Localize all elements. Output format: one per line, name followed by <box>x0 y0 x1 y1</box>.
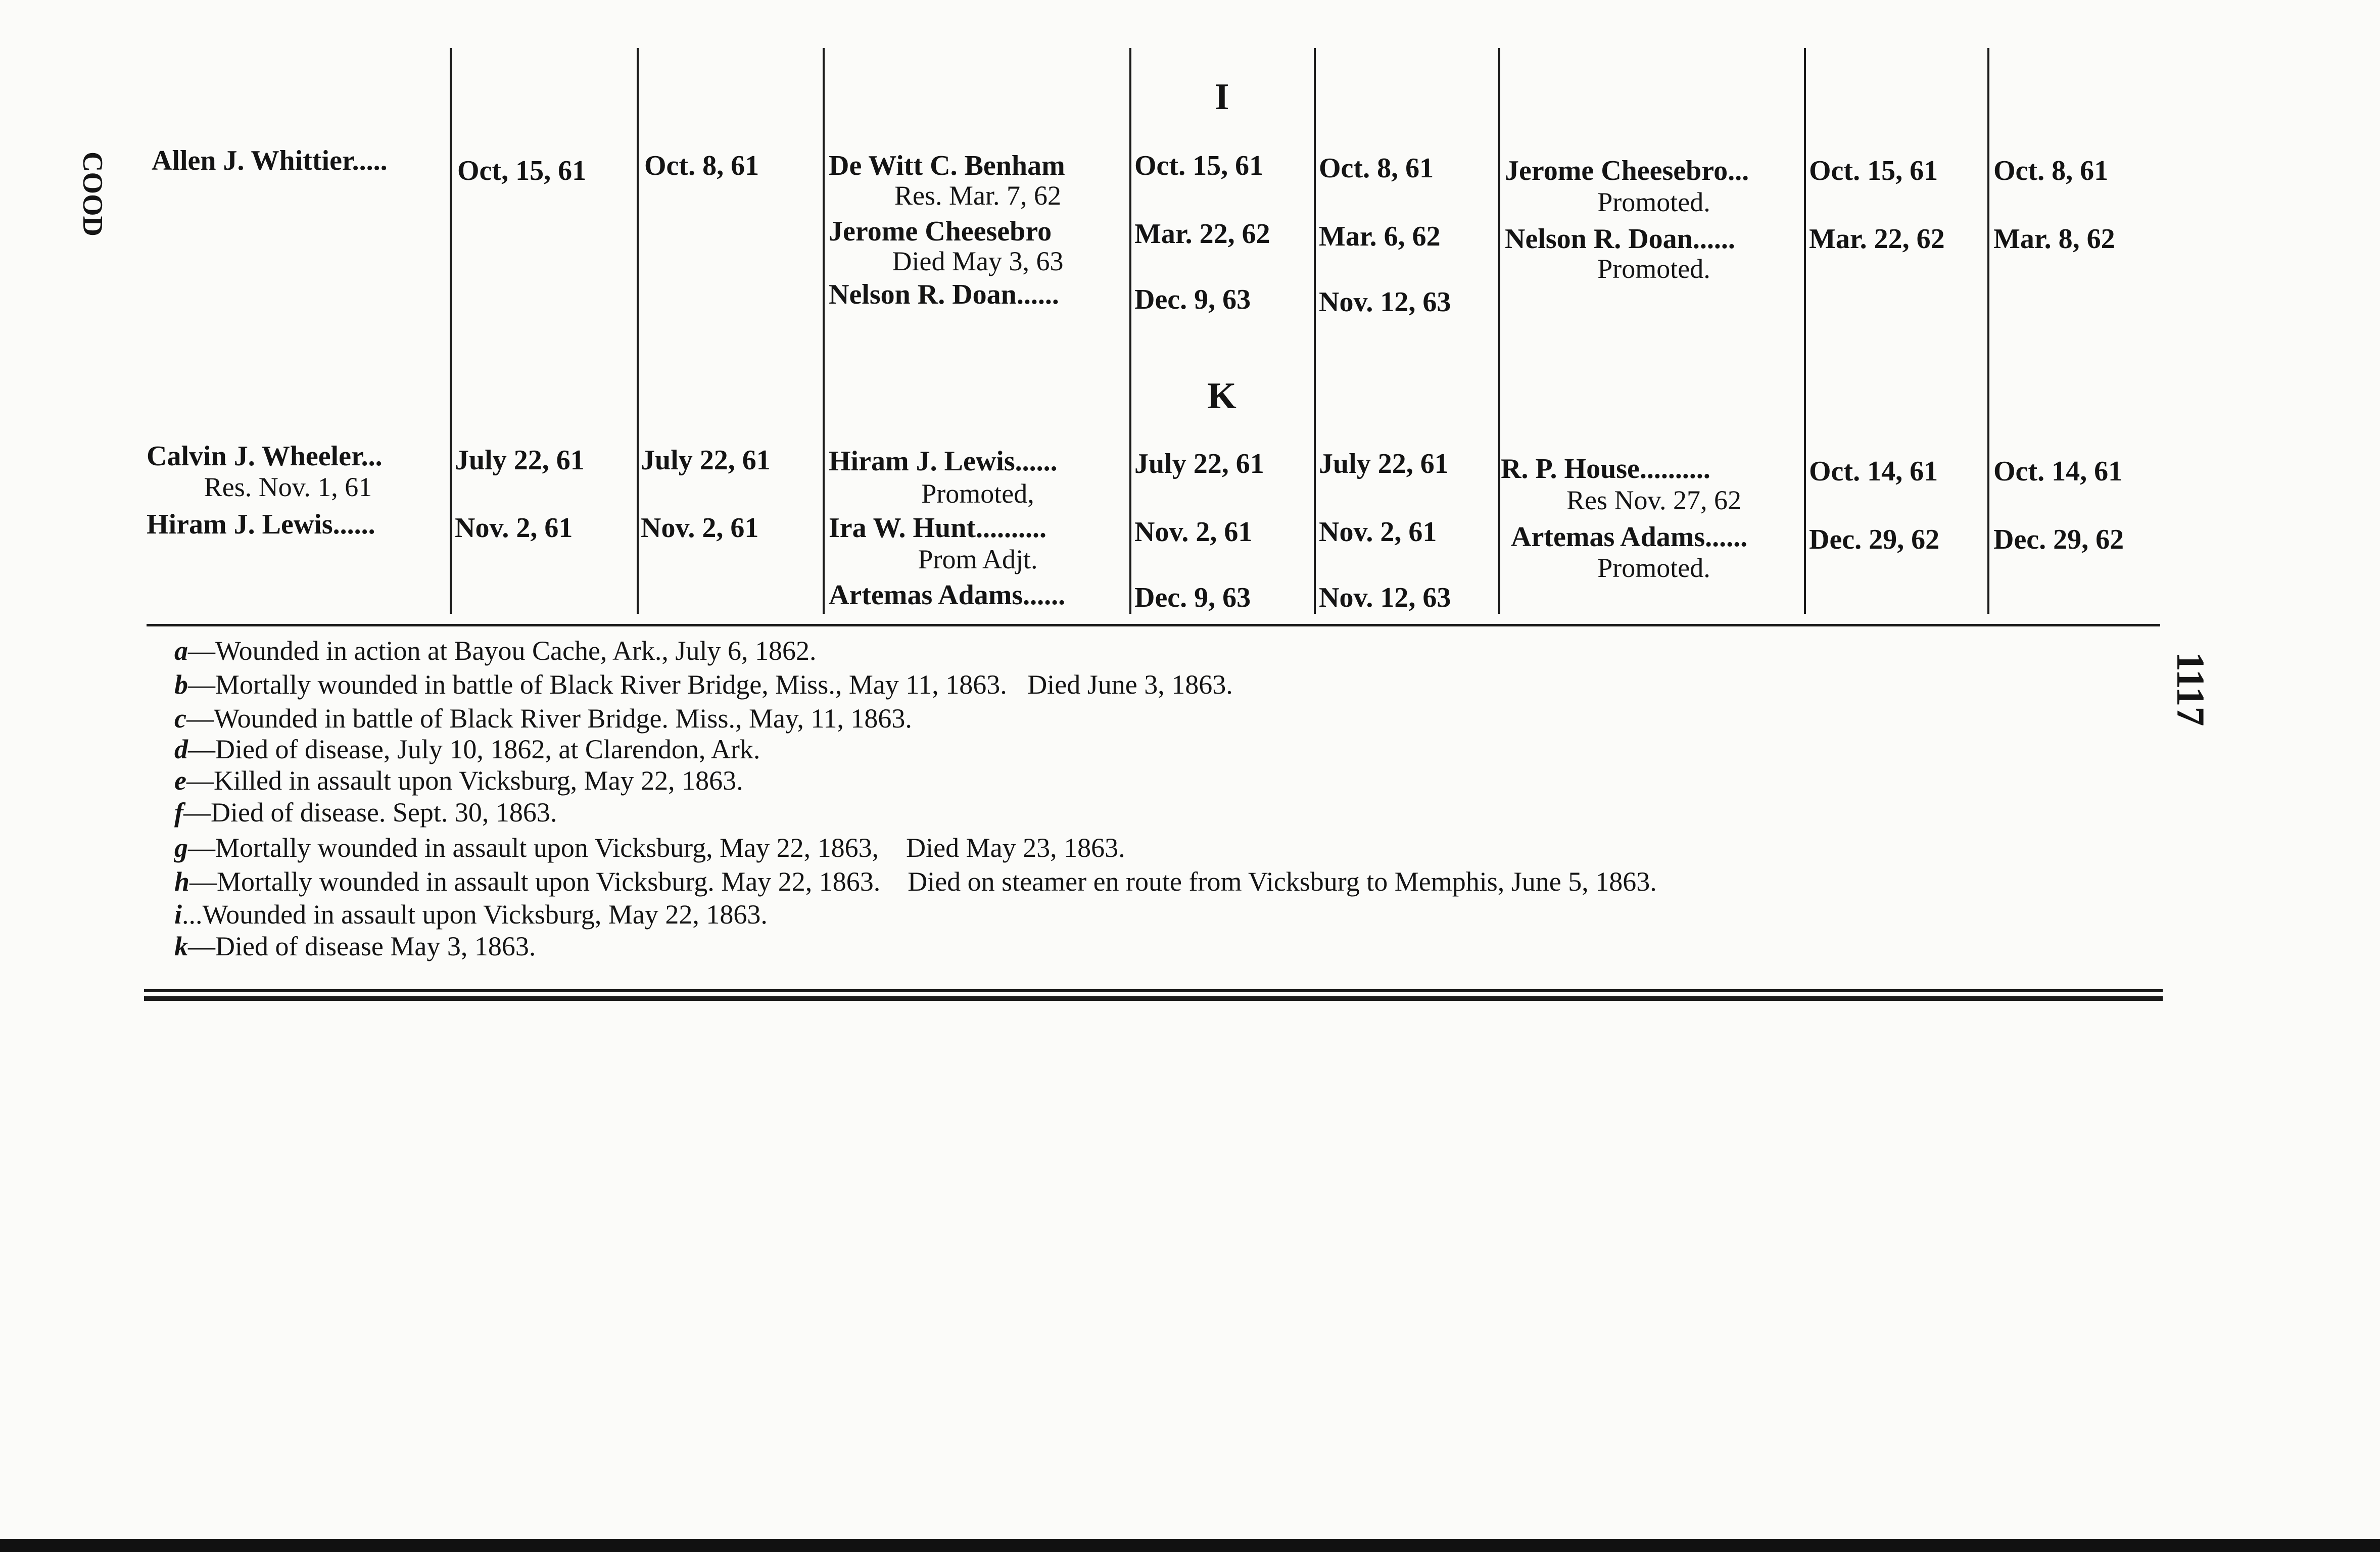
margin-stamp: COOD <box>77 152 108 236</box>
officer-note: Res. Nov. 1, 61 <box>204 472 372 502</box>
footnote-key: e <box>174 765 186 796</box>
officer-name: Ira W. Hunt.......... <box>829 512 1046 544</box>
footnote-key: b <box>174 669 188 700</box>
officer-name: Jerome Cheesebro <box>829 216 1052 247</box>
footnote-text: —Died of disease, July 10, 1862, at Clarendon, Ark. <box>188 734 760 764</box>
footnote-text: —Killed in assault upon Vicksburg, May 22, 1863. <box>186 765 743 796</box>
officer-note: Promoted, <box>921 478 1034 509</box>
footnote <box>174 865 1657 898</box>
officer-name: R. P. House.......... <box>1501 453 1710 484</box>
footnote-key: g <box>174 833 188 863</box>
footnote-text: —Mortally wounded in assault upon Vicksburg, May 22, 1863, <box>188 833 879 863</box>
rank-date: July 22, 61 <box>455 445 585 476</box>
officer-name: De Witt C. Benham <box>829 150 1065 181</box>
footnote <box>174 930 536 963</box>
footnote <box>174 702 912 735</box>
footnote <box>174 898 768 931</box>
footnote <box>174 764 743 797</box>
rank-date: Nov. 2, 61 <box>455 512 573 544</box>
section-letter-i: I <box>1214 76 1229 118</box>
column-rule <box>637 48 639 614</box>
footnote-key: k <box>174 931 188 961</box>
footnote-text: —Wounded in action at Bayou Cache, Ark., July 6, 1862. <box>188 636 817 666</box>
muster-date: July 22, 61 <box>641 445 771 476</box>
officer-name: Artemas Adams...... <box>829 579 1066 611</box>
muster-date: Oct. 14, 61 <box>1993 456 2123 487</box>
column-rule <box>823 48 825 614</box>
muster-date: Oct. 8, 61 <box>644 150 759 181</box>
rank-date: Oct. 14, 61 <box>1809 456 1938 487</box>
muster-date: Nov. 12, 63 <box>1319 286 1451 318</box>
rank-date: Oct. 15, 61 <box>1809 155 1938 186</box>
rank-date: July 22, 61 <box>1134 448 1264 479</box>
footnote-extra: Died June 3, 1863. <box>1027 669 1233 700</box>
officer-note: Promoted. <box>1597 254 1710 284</box>
scan-edge <box>0 1539 2380 1552</box>
footnote-key: i <box>174 899 182 930</box>
rank-date: Oct, 15, 61 <box>457 155 587 186</box>
footnote-text: —Died of disease. Sept. 30, 1863. <box>183 797 557 828</box>
page-number: 1117 <box>2169 652 2213 726</box>
muster-date: Dec. 29, 62 <box>1993 524 2124 555</box>
footnote-text: —Wounded in battle of Black River Bridge. Miss., May, 11, 1863. <box>186 703 912 734</box>
muster-date: Nov. 2, 61 <box>641 512 759 544</box>
footnote-key: h <box>174 866 190 897</box>
footnote-text: —Mortally wounded in assault upon Vicksburg. May 22, 1863. <box>189 866 881 897</box>
muster-date: Oct. 8, 61 <box>1993 155 2109 186</box>
officer-note: Res Nov. 27, 62 <box>1566 485 1741 515</box>
officer-note: Died May 3, 63 <box>892 246 1064 276</box>
officer-name: Jerome Cheesebro... <box>1505 155 1749 186</box>
footnote-text: —Mortally wounded in battle of Black River Bridge, Miss., May 11, 1863. <box>188 669 1007 700</box>
column-rule <box>450 48 452 614</box>
footnote-key: d <box>174 734 188 764</box>
officer-note: Promoted. <box>1597 187 1710 217</box>
rank-date: Dec. 9, 63 <box>1134 582 1251 613</box>
footnote <box>174 668 1233 701</box>
section-letter-k: K <box>1207 375 1236 417</box>
rank-date: Dec. 9, 63 <box>1134 284 1251 315</box>
column-rule <box>1498 48 1500 614</box>
column-rule <box>1129 48 1131 614</box>
footer-rule <box>144 989 2163 992</box>
footnote-key: c <box>174 703 186 734</box>
footnote-text: ...Wounded in assault upon Vicksburg, May 22, 1863. <box>182 899 768 930</box>
footnote-key: f <box>174 797 183 828</box>
footnote <box>174 796 557 829</box>
muster-date: Nov. 12, 63 <box>1319 582 1451 613</box>
muster-date: July 22, 61 <box>1319 448 1449 479</box>
rank-date: Dec. 29, 62 <box>1809 524 1940 555</box>
rank-date: Mar. 22, 62 <box>1134 218 1270 250</box>
rank-date: Oct. 15, 61 <box>1134 150 1264 181</box>
footnote <box>174 831 1125 864</box>
rank-date: Nov. 2, 61 <box>1134 516 1253 548</box>
muster-date: Oct. 8, 61 <box>1319 153 1434 184</box>
footnote-key: a <box>174 636 188 666</box>
rank-date: Mar. 22, 62 <box>1809 223 1945 255</box>
officer-name: Nelson R. Doan...... <box>1505 223 1735 255</box>
column-rule <box>1987 48 1989 614</box>
officer-name: Hiram J. Lewis...... <box>147 509 375 540</box>
muster-date: Mar. 6, 62 <box>1319 221 1441 252</box>
footnote-extra: Died May 23, 1863. <box>906 833 1125 863</box>
officer-note: Prom Adjt. <box>918 544 1038 574</box>
table-bottom-rule <box>147 624 2160 626</box>
muster-date: Nov. 2, 61 <box>1319 516 1437 548</box>
officer-name: Hiram J. Lewis...... <box>829 446 1058 477</box>
officer-note: Res. Mar. 7, 62 <box>894 180 1061 211</box>
column-rule <box>1314 48 1316 614</box>
officer-name: Nelson R. Doan...... <box>829 279 1059 310</box>
officer-name: Calvin J. Wheeler... <box>147 441 383 472</box>
officer-note: Promoted. <box>1597 553 1710 583</box>
officer-name: Allen J. Whittier..... <box>152 145 388 176</box>
footnote <box>174 733 760 766</box>
footnote-text: —Died of disease May 3, 1863. <box>188 931 536 961</box>
muster-date: Mar. 8, 62 <box>1993 223 2115 255</box>
footnote-extra: Died on steamer en route from Vicksburg to Memphis, June 5, 1863. <box>908 866 1657 897</box>
footer-rule <box>144 996 2163 1001</box>
officer-name: Artemas Adams...... <box>1511 521 1748 553</box>
column-rule <box>1804 48 1806 614</box>
footnote <box>174 634 816 667</box>
